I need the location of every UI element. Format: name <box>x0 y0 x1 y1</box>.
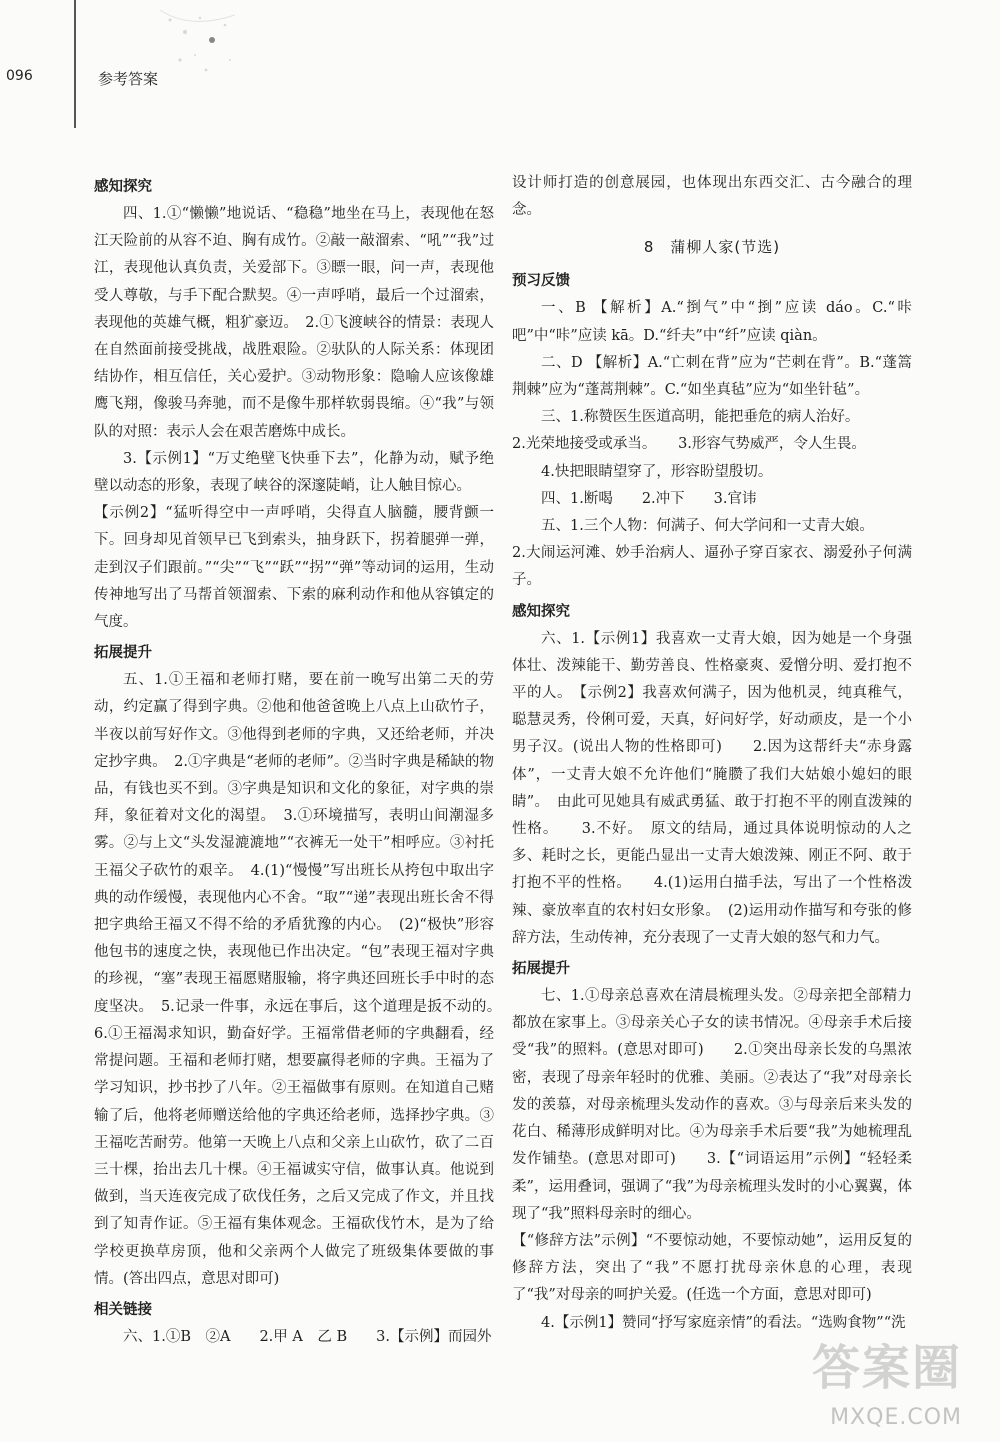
watermark <box>796 1338 986 1438</box>
section-heading: 相关链接 <box>94 1301 152 1318</box>
answer-paragraph: 【示例2】“猛听得空中一声呼哨，尖得直人脑髓，腰背颤一下。回身却见首领早已飞到索头，抽身跃下，拐着腿弹一弹，走到汉子们跟前。”“尖”“飞”“跃”“拐”“弹”等动词的运用，生动传神地写出了马帮首领溜索、下索的麻利动作和他从容镇定的气度。 <box>94 505 494 631</box>
watermark-url: MXQE.COM <box>830 1405 962 1430</box>
answer-paragraph: 【“修辞方法”示例】“不要惊动她，不要惊动她”，运用反复的修辞方法，突出了“我”不愿打扰母亲休息的心理，表现了“我”对母亲的呵护关爱。(任选一个方面，意思对即可) <box>512 1232 912 1304</box>
answer-paragraph: 设计师打造的创意展园，也体现出东西交汇、古今融合的理念。 <box>512 175 912 219</box>
watermark-logo: 答案圈 <box>811 1340 962 1396</box>
lesson-title: 8 蒲柳人家(节选) <box>643 238 781 257</box>
answer-paragraph: 一、B 【解析】A.“捯气”中“捯”应读 dáo。C.“咔吧”中“咔”应读 kā。D.“纤夫”中“纤”应读 qiàn。 <box>512 300 912 344</box>
answer-paragraph: 三、1.称赞医生医道高明，能把垂危的病人治好。 <box>541 409 860 426</box>
right-column <box>512 170 912 1337</box>
section-heading: 预习反馈 <box>512 273 570 290</box>
answer-paragraph: 六、1.【示例1】我喜欢一丈青大娘，因为她是一个身强体壮、泼辣能干、勤劳善良、性格豪爽、爱憎分明、爱打抱不平的人。 【示例2】我喜欢何满子，因为他机灵，纯真稚气，聪慧灵秀，伶俐可爱，天真，好问好学，好动顽皮，是一个小男子汉。(说出人物的性格即可) 2.因为这帮纤夫“赤身露体”，一丈青大娘不允许他们“腌臜了我们大姑娘小媳妇的眼睛”。 由此可见她具有威武勇猛、敢于打抱不平的刚直泼辣的性格。 3.不好。 原文的结局，通过具体说明惊动的人之多、耗时之长，更能凸显出一丈青大娘泼辣、刚正不阿、敢于打抱不平的性格。 4.(1)运用白描手法，写出了一个性格泼辣、豪放率直的农村妇女形象。 (2)运用动作描写和夸张的修辞方法，生动传神，充分表现了一丈青大娘的怒气和力气。 <box>512 630 912 946</box>
header-title: 参考答案 <box>98 70 159 88</box>
answer-paragraph: 3.【示例1】“万丈绝壁飞快垂下去”，化静为动，赋予绝壁以动态的形象，表现了峡谷的深邃陡峭，让人触目惊心。 <box>94 450 494 495</box>
answer-paragraph: 二、D 【解析】A.“亡刺在背”应为“芒刺在背”。B.“蓬篙荆棘”应为“蓬蒿荆棘”。C.“如坐真毡”应为“如坐针毡”。 <box>512 354 912 399</box>
answer-paragraph: 2.大闹运河滩、妙手治病人、逼孙子穿百家衣、溺爱孙子何满子。 <box>512 545 912 589</box>
answer-paragraph: 五、1.三个人物：何满子、何大学问和一丈青大娘。 <box>541 518 874 535</box>
decorative-splatter-icon <box>140 0 260 95</box>
answer-paragraph: 六、1.①B ②A 2.甲 A 乙 B 3.【示例】而园外 <box>123 1328 492 1345</box>
answer-paragraph: 4.【示例1】赞同“抒写家庭亲情”的看法。“选购食物”“洗 <box>541 1314 906 1331</box>
header-divider <box>74 0 76 128</box>
answer-paragraph: 2.光荣地接受或承当。 3.形容气势威严，令人生畏。 <box>512 436 866 453</box>
answer-paragraph: 五、1.①王福和老师打赌，要在前一晚写出第二天的劳动，约定赢了得到字典。②他和他爸爸晚上八点上山砍竹子，半夜以前写好作文。③他得到老师的字典，又还给老师，并决定抄字典。 2.①字典是“老师的老师”。②当时字典是稀缺的物品，有钱也买不到。③字典是知识和文化的象征，对字典的崇拜，象征着对文化的渴望。 3.①环境描写，表明山间潮湿多雾。②与上文“头发湿漉漉地”“衣裤无一处干”相呼应。③衬托王福父子砍竹的艰辛。 4.(1)“慢慢”写出班长从挎包中取出字典的动作缓慢，表现他内心不舍。“取”“递”表现出班长舍不得把字典给王福又不得不给的矛盾犹豫的内心。 (2)“极快”形容他包书的速度之快，表现他已作出决定。“包”表现王福对字典的珍视，“塞”表现王福愿赌服输，将字典还回班长手中时的态度坚决。 5.记录一件事，永远在事后，这个道理是扳不动的。 6.①王福渴求知识，勤奋好学。王福常借老师的字典翻看，经常提问题。王福和老师打赌，想要赢得老师的字典。王福为了学习知识，抄书抄了八年。②王福做事有原则。在知道自己赌输了后，他将老师赠送给他的字典还给老师，选择抄字典。③王福吃苦耐劳。他第一天晚上八点和父亲上山砍竹，砍了二百三十棵，抬出去几十棵。④王福诚实守信，做事认真。他说到做到，当天连夜完成了砍伐任务，之后又完成了作文，并且找到了知青作证。⑤王福有集体观念。王福砍伐竹木，是为了给学校更换草房顶，他和父亲两个人做完了班级集体要做的事情。(答出四点，意思对即可) <box>94 672 509 1287</box>
section-heading: 感知探究 <box>94 179 152 195</box>
page-number: 096 <box>6 68 33 84</box>
section-heading: 拓展提升 <box>94 645 152 662</box>
section-heading: 拓展提升 <box>512 961 570 978</box>
section-heading: 感知探究 <box>512 603 570 620</box>
answer-paragraph: 四、1.断喝 2.冲下 3.官讳 <box>541 490 757 507</box>
answer-paragraph: 四、1.①“懒懒”地说话、“稳稳”地坐在马上，表现他在怒江天险前的从容不迫、胸有成竹。②敲一敲溜索、“吼”“我”过江，表现他认真负责，关爱部下。③瞟一眼，问一声，表现他受人尊敬，与手下配合默契。④一声呼哨，最后一个过溜索，表现他的英雄气概，粗犷豪迈。 2.①飞渡峡谷的情景：表现人在自然面前接受挑战，战胜艰险。②驮队的人际关系：体现团结协作，相互信任，关心爱护。③动物形象：隐喻人应该像雄鹰飞翔，像骏马奔驰，而不是像牛那样软弱畏缩。④“我”与领队的对照：表示人会在艰苦磨炼中成长。 <box>94 206 494 440</box>
answer-paragraph: 七、1.①母亲总喜欢在清晨梳理头发。②母亲把全部精力都放在家事上。③母亲关心子女的读书情况。④母亲手术后接受“我”的照料。(意思对即可) 2.①突出母亲长发的乌黑浓密，表现了母亲年轻时的优雅、美丽。②表达了“我”对母亲长发的羡慕，对母亲梳理头发动作的喜欢。③与母亲后来头发的花白、稀薄形成鲜明对比。④为母亲手术后要“我”为她梳理乱发作铺垫。(意思对即可) 3.【“词语运用”示例】“轻轻柔柔”，运用叠词，强调了“我”为母亲梳理头发时的小心翼翼，体现了“我”照料母亲时的细心。 <box>512 988 912 1222</box>
answer-paragraph: 4.快把眼睛望穿了，形容盼望殷切。 <box>541 463 773 480</box>
left-column <box>94 170 509 1351</box>
